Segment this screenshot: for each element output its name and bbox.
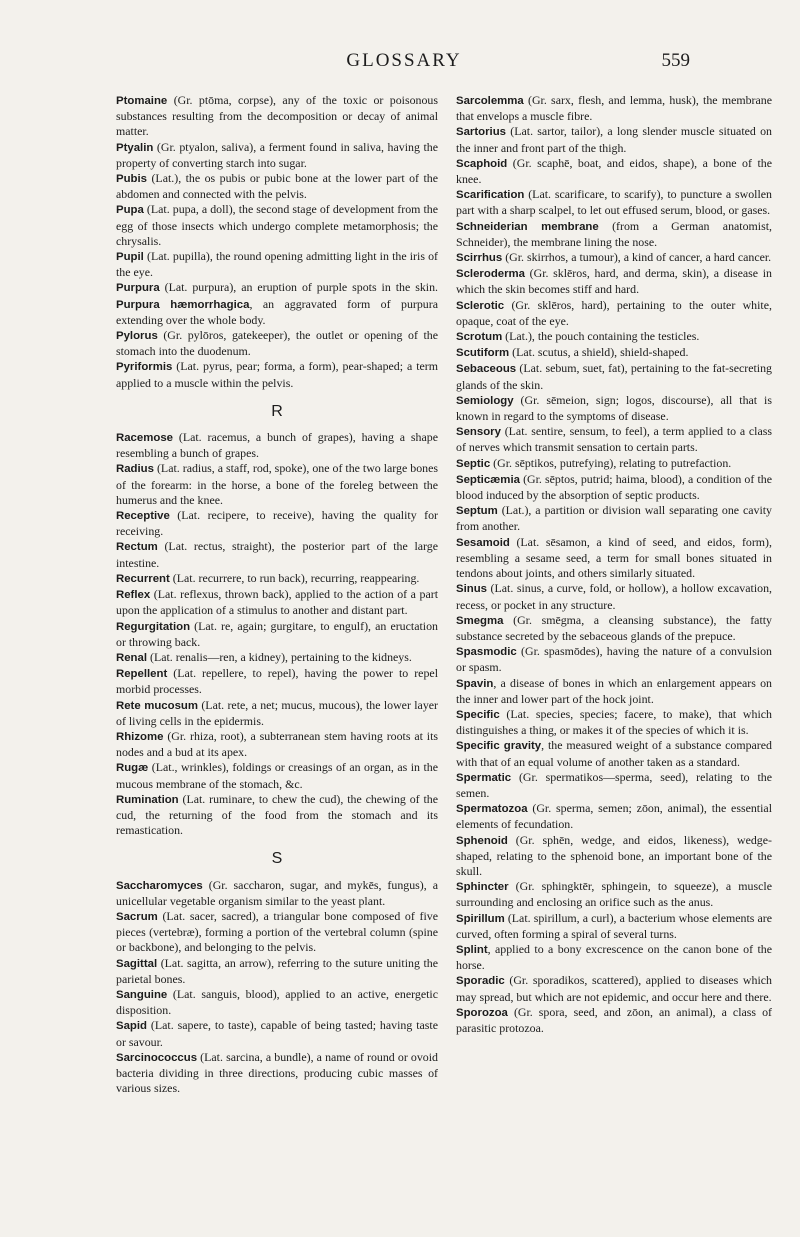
glossary-entry — [116, 619, 438, 650]
entry-term: Sinus — [456, 583, 488, 596]
entry-definition: (Lat. recurrere, to run back), recurring, reappearing. — [169, 570, 420, 585]
entry-definition: (Lat.), the os pubis or pubic bone at the lower part of the abdomen and connected with the pelvis. — [116, 171, 438, 202]
entry-definition: (Lat. radius, a staff, rod, spoke), one of the two large bones of the forearm: in the horse, a bone of the foreleg between the humerus and the knee. — [116, 461, 438, 507]
entry-definition: (Lat. renalis—ren, a kidney), pertaining to the kidneys. — [147, 649, 412, 664]
glossary-entry — [456, 250, 772, 266]
entry-term: Racemose — [116, 432, 173, 445]
entry-definition: (Gr. saccharon, sugar, and mykēs, fungus), a unicellular vegetable organism similar to the yeast plant. — [116, 877, 438, 908]
glossary-entry — [116, 461, 438, 508]
entry-definition: (Gr. sperma, semen; zōon, animal), the essential elements of fecundation. — [456, 801, 772, 832]
entry-term: Pubis — [116, 173, 148, 186]
entry-subterm: Purpura hæmorrhagica — [116, 298, 250, 311]
entry-definition: (from a German anatomist, Schneider), the membrane lining the nose. — [456, 218, 772, 249]
entry-definition: (Gr. sklēros, hard, and derma, skin), a disease in which the skin becomes stiff and hard. — [456, 266, 772, 297]
entry-definition: , the measured weight of a substance compared with that of an equal volume of another taken as a standard. — [456, 738, 772, 769]
entry-definition: (Lat. sarcina, a bundle), a name of round or ovoid bacteria dividing in three directions, producing cubic masses of various sizes. — [116, 1049, 438, 1096]
entry-definition: (Lat. recipere, to receive), having the quality for receiving. — [116, 508, 438, 539]
glossary-entry — [456, 393, 772, 424]
entry-definition: (Lat. rectus, straight), the posterior part of the large intestine. — [116, 539, 438, 570]
entry-term: Sphenoid — [456, 834, 508, 847]
entry-definition: (Lat. pupa, a doll), the second stage of development from the egg of those insects which undergo complete metamorphosis; the chrysalis. — [116, 202, 438, 248]
entry-definition: (Gr. sēptos, putrid; haima, blood), a condition of the blood induced by the absorption of septic products. — [456, 471, 772, 503]
entry-definition: (Gr. sphingktēr, sphingein, to squeeze), a muscle surrounding and enclosing an orifice such as the anus. — [456, 879, 772, 910]
entry-definition: (Lat. ruminare, to chew the cud), the chewing of the cud, the returning of the food from the stomach and its remastication. — [116, 791, 438, 838]
entry-definition: (Lat. species, species; facere, to make), that which distinguishes a thing, or makes it of the species of which it is. — [456, 706, 772, 738]
glossary-entry — [456, 266, 772, 297]
entry-term: Scirrhus — [456, 252, 503, 265]
entry-definition: (Gr. ptōma, corpse), any of the toxic or poisonous substances resulting from the decomposition or decay of animal matter. — [116, 93, 438, 139]
entry-term: Scleroderma — [456, 268, 526, 281]
glossary-entry — [456, 156, 772, 187]
entry-definition: (Gr. spermatikos—sperma, seed), relating to the semen. — [456, 769, 772, 800]
glossary-entry — [456, 1005, 772, 1036]
entry-term: Rectum — [116, 541, 158, 554]
entry-definition: (Lat. spirillum, a curl), a bacterium whose elements are curved, often forming a spiral of several turns. — [456, 910, 772, 941]
entry-term: Ptyalin — [116, 141, 154, 154]
entry-definition: (Lat. purpura), an eruption of purple spots in the skin. — [159, 280, 438, 295]
entry-term: Semiology — [456, 394, 514, 407]
entry-definition: (Lat. re, again; gurgitare, to engulf), an eructation or throwing back. — [116, 618, 438, 649]
glossary-entry — [116, 171, 438, 202]
entry-definition: (Lat., wrinkles), foldings or creasings of an organ, as in the mucous membrane of the stomach, &c. — [116, 760, 438, 791]
entry-definition: (Gr. smēgma, a cleansing substance), the fatty substance secreted by the sebaceous glands of the prepuce. — [456, 612, 772, 643]
glossary-entry — [116, 249, 438, 280]
entry-definition: (Lat. sanguis, blood), applied to an active, energetic disposition. — [116, 986, 438, 1018]
glossary-entry — [116, 878, 438, 909]
entry-term: Septicæmia — [456, 473, 520, 486]
entry-definition: (Gr. spasmōdes), having the nature of a convulsion or spasm. — [456, 644, 772, 675]
entry-term: Pyriformis — [116, 361, 173, 374]
glossary-entry — [116, 698, 438, 729]
glossary-entry — [456, 676, 772, 707]
glossary-entry — [456, 801, 772, 832]
glossary-entry — [456, 644, 772, 675]
page-header — [118, 50, 690, 76]
entry-term: Rugæ — [116, 762, 149, 775]
glossary-entry — [456, 219, 772, 250]
entry-term: Reflex — [116, 589, 151, 602]
entry-term: Sensory — [456, 426, 501, 439]
entry-definition: (Gr. skirrhos, a tumour), a kind of cancer, a hard cancer. — [502, 250, 772, 265]
glossary-entry — [116, 539, 438, 570]
entry-term: Sagittal — [116, 957, 158, 970]
running-title: GLOSSARY — [346, 50, 462, 71]
glossary-entry — [456, 456, 772, 472]
entry-definition: (Gr. ptyalon, saliva), a ferment found in saliva, having the property of converting starch into sugar. — [116, 139, 438, 170]
entry-term: Sapid — [116, 1020, 148, 1033]
entry-term: Scrotum — [456, 331, 503, 344]
glossary-entry — [456, 942, 772, 973]
glossary-entry — [456, 879, 772, 910]
entry-definition: (Gr. sklēros, hard), pertaining to the outer white, opaque, coat of the eye. — [456, 297, 772, 328]
glossary-entry — [456, 124, 772, 155]
glossary-entry — [116, 280, 438, 328]
entry-definition: (Lat.), a partition or division wall separating one cavity from another. — [456, 503, 772, 534]
entry-definition: (Lat. sentire, sensum, to feel), a term applied to a class of nerves which transmit sensation to certain parts. — [456, 424, 772, 455]
entry-term: Saccharomyces — [116, 879, 203, 892]
page-number: 559 — [661, 50, 690, 71]
entry-term: Rumination — [116, 793, 179, 806]
entry-term: Sarcolemma — [456, 95, 524, 107]
entry-term: Rete mucosum — [116, 699, 199, 712]
entry-term: Spasmodic — [456, 646, 517, 659]
entry-term: Spavin — [456, 677, 494, 690]
entry-term: Sporozoa — [456, 1006, 508, 1019]
entry-term: Scaphoid — [456, 157, 508, 170]
entry-definition: (Lat. sartor, tailor), a long slender muscle situated on the inner and front part of the thigh. — [456, 124, 772, 155]
entry-definition: (Lat. sēsamon, a kind of seed, and eidos, form), resembling a sesame seed, a term for small bones situated in tendons about joints, and others similarly situated. — [456, 534, 772, 581]
glossary-entry — [456, 535, 772, 582]
glossary-entry — [116, 729, 438, 760]
glossary-entry — [456, 298, 772, 329]
entry-term: Pylorus — [116, 330, 158, 343]
entry-definition: (Lat. pupilla), the round opening admitting light in the iris of the eye. — [116, 249, 438, 280]
entry-term: Scarification — [456, 189, 525, 202]
entry-term: Sarcinococcus — [116, 1051, 198, 1064]
entry-term: Spirillum — [456, 912, 505, 925]
entry-definition: (Lat. pyrus, pear; forma, a form), pear-shaped; a term applied to a muscle within the pelvis. — [116, 359, 438, 390]
glossary-entry — [116, 792, 438, 839]
entry-definition: (Gr. sēptikos, putrefying), relating to putrefaction. — [490, 455, 732, 470]
glossary-entry — [116, 1018, 438, 1049]
glossary-entry — [116, 202, 438, 249]
entry-term: Regurgitation — [116, 620, 191, 633]
glossary-entry — [456, 613, 772, 644]
glossary-entry — [116, 1050, 438, 1097]
glossary-entry — [456, 911, 772, 942]
entry-term: Specific gravity — [456, 740, 542, 753]
right-column — [456, 93, 772, 1036]
entry-term: Spermatic — [456, 771, 512, 784]
glossary-entry — [456, 770, 772, 801]
entry-definition: (Lat. sagitta, an arrow), referring to the suture uniting the parietal bones. — [116, 955, 438, 986]
glossary-entry — [456, 472, 772, 503]
entry-term: Specific — [456, 708, 500, 721]
entry-definition: (Lat. sinus, a curve, fold, or hollow), a hollow excavation, recess, or pocket in any structure. — [456, 581, 772, 612]
glossary-entry — [456, 424, 772, 455]
entry-definition: (Gr. rhiza, root), a subterranean stem having roots at its nodes and a bud at its apex. — [116, 728, 438, 760]
glossary-entry — [116, 987, 438, 1018]
entry-definition: (Lat.), the pouch containing the testicles. — [502, 329, 700, 344]
entry-term: Purpura — [116, 282, 160, 295]
entry-term: Spermatozoa — [456, 803, 528, 816]
glossary-entry — [116, 140, 438, 171]
entry-definition: (Gr. sporadikos, scattered), applied to diseases which may spread, but which are not epidemic, and occur here and there. — [456, 973, 772, 1004]
entry-term: Septic — [456, 457, 491, 470]
entry-term: Sebaceous — [456, 363, 517, 376]
entry-definition: (Lat. racemus, a bunch of grapes), having a shape resembling a bunch of grapes. — [116, 430, 438, 461]
glossary-entry — [116, 93, 438, 140]
entry-term: Splint — [456, 943, 488, 956]
glossary-entry — [456, 187, 772, 218]
entry-definition: (Gr. spora, seed, and zōon, an animal), a class of parasitic protozoa. — [456, 1004, 772, 1035]
glossary-entry — [116, 328, 438, 359]
entry-term: Sclerotic — [456, 299, 505, 312]
entry-definition: , applied to a bony excrescence on the canon bone of the horse. — [456, 941, 772, 973]
glossary-entry — [116, 571, 438, 587]
glossary-entry — [116, 508, 438, 539]
section-letter: S — [271, 850, 283, 868]
entry-definition: (Gr. sarx, flesh, and lemma, husk), the membrane that envelops a muscle fibre. — [456, 93, 772, 124]
entry-term: Renal — [116, 651, 148, 664]
glossary-entry — [116, 587, 438, 618]
glossary-entry — [456, 361, 772, 392]
entry-term: Septum — [456, 505, 498, 518]
entry-definition: (Gr. pylōros, gatekeeper), the outlet or opening of the stomach into the duodenum. — [116, 328, 438, 359]
entry-term: Radius — [116, 463, 154, 476]
entry-term: Pupa — [116, 204, 144, 217]
entry-term: Ptomaine — [116, 95, 168, 107]
section-letter: R — [271, 402, 283, 420]
glossary-entry — [456, 973, 772, 1004]
entry-definition: (Lat. scarificare, to scarify), to puncture a swollen part with a sharp scalpel, to let out effused serum, blood, or gases. — [456, 187, 772, 218]
glossary-entry — [116, 760, 438, 791]
glossary-entry — [456, 329, 772, 345]
entry-definition: (Lat. sapere, to taste), capable of being tasted; having taste or savour. — [116, 1018, 438, 1049]
entry-definition: , a disease of bones in which an enlargement appears on the inner and lower part of the hock joint. — [456, 675, 772, 706]
entry-term: Repellent — [116, 668, 168, 681]
entry-definition: (Lat. scutus, a shield), shield-shaped. — [509, 345, 689, 360]
entry-definition: (Lat. reflexus, thrown back), applied to the action of a part upon the application of a stimulus to another and distant part. — [116, 587, 438, 618]
glossary-entry — [116, 430, 438, 461]
entry-term: Receptive — [116, 510, 170, 523]
glossary-entry — [116, 909, 438, 956]
glossary-entry — [116, 956, 438, 987]
entry-term: Rhizome — [116, 730, 164, 743]
entry-term: Recurrent — [116, 572, 170, 585]
entry-definition: (Gr. sēmeion, sign; logos, discourse), all that is known in regard to the symptoms of disease. — [456, 392, 772, 424]
entry-definition: (Gr. scaphē, boat, and eidos, shape), a bone of the knee. — [456, 155, 772, 187]
entry-definition: (Lat. sacer, sacred), a triangular bone composed of five pieces (vertebræ), forming a portion of the vertebral column (spine or backbone), and belonging to the pelvis. — [116, 908, 438, 955]
glossary-entry — [116, 650, 438, 666]
entry-term: Sporadic — [456, 975, 505, 988]
entry-term: Sphincter — [456, 881, 509, 894]
glossary-entry — [456, 833, 772, 880]
entry-subdefinition: , an aggravated form of purpura extending over the whole body. — [116, 296, 438, 327]
glossary-entry — [456, 93, 772, 124]
glossary-entry — [456, 707, 772, 738]
entry-definition: (Lat. repellere, to repel), having the power to repel morbid processes. — [116, 666, 438, 697]
entry-definition: (Lat. sebum, suet, fat), pertaining to the fat-secreting glands of the skin. — [456, 361, 772, 392]
glossary-entry — [456, 738, 772, 769]
entry-term: Scutiform — [456, 347, 510, 360]
glossary-entry — [456, 581, 772, 612]
entry-term: Sacrum — [116, 910, 158, 923]
entry-term: Pupil — [116, 251, 144, 264]
glossary-entry — [456, 345, 772, 361]
entry-definition: (Lat. rete, a net; mucus, mucous), the lower layer of living cells in the epidermis. — [116, 697, 438, 728]
entry-term: Sanguine — [116, 988, 168, 1001]
entry-definition: (Gr. sphēn, wedge, and eidos, likeness), wedge-shaped, relating to the sphenoid bone, an important bone of the skull. — [456, 832, 772, 878]
entry-term: Sesamoid — [456, 536, 510, 549]
glossary-entry — [116, 359, 438, 390]
entry-term: Sartorius — [456, 126, 507, 139]
entry-term: Smegma — [456, 614, 504, 627]
glossary-entry — [116, 666, 438, 697]
glossary-entry — [456, 503, 772, 534]
entry-term: Schneiderian membrane — [456, 220, 599, 233]
left-column — [116, 93, 438, 1096]
